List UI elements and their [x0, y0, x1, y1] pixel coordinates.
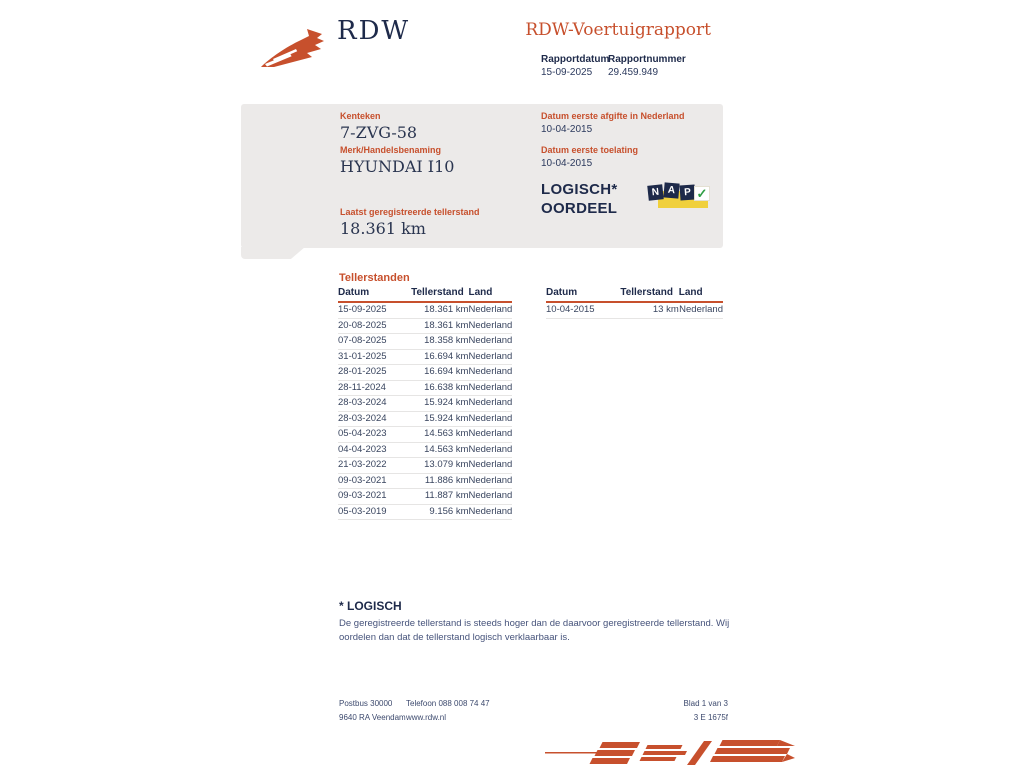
cell-tellerstand: 15.924 km: [411, 396, 468, 412]
report-number-label: Rapportnummer: [608, 54, 686, 65]
odometer-row: [338, 334, 512, 350]
afgifte-block: [541, 111, 685, 135]
odometer-row: [338, 473, 512, 489]
cell-datum: 05-03-2019: [338, 504, 411, 520]
toelating-label: Datum eerste toelating: [541, 145, 639, 155]
odometer-row: [546, 302, 723, 318]
nap-letter-p: P: [679, 184, 695, 200]
kenteken-label: Kenteken: [340, 111, 381, 121]
col-header-tellerstand: Tellerstand: [620, 287, 678, 302]
table-header-row: [338, 287, 512, 302]
laatste-tellerstand-label: Laatst geregistreerde tellerstand: [340, 207, 480, 217]
toelating-block: [541, 145, 638, 169]
odometer-row: [338, 380, 512, 396]
cell-datum: 28-03-2024: [338, 396, 411, 412]
rdw-wing-logo-icon: [260, 26, 332, 72]
oordeel-line2: OORDEEL: [541, 200, 618, 217]
cell-datum: 07-08-2025: [338, 334, 411, 350]
oordeel-line1: LOGISCH*: [541, 181, 618, 198]
page-title: RDW-Voertuigrapport: [525, 20, 711, 40]
cell-tellerstand: 11.887 km: [411, 489, 468, 505]
cell-tellerstand: 16.694 km: [411, 365, 468, 381]
cell-tellerstand: 18.361 km: [411, 302, 468, 318]
report-number-block: [608, 54, 686, 78]
footer-page-number: Blad 1 van 3: [683, 699, 728, 708]
cell-tellerstand: 13.079 km: [411, 458, 468, 474]
cell-land: Nederland: [679, 302, 723, 318]
cell-datum: 20-08-2025: [338, 318, 411, 334]
footer-website: www.rdw.nl: [406, 713, 447, 722]
cell-tellerstand: 18.358 km: [411, 334, 468, 350]
cell-datum: 28-03-2024: [338, 411, 411, 427]
odometer-row: [338, 442, 512, 458]
logisch-note-body: De geregistreerde tellerstand is steeds hoger dan de daarvoor geregistreerde tellerstand. Wij oordelen dan dat de tellerstand logisch verklaarbaar is.: [339, 618, 730, 643]
table-header-row: [546, 287, 723, 302]
cell-tellerstand: 16.638 km: [411, 380, 468, 396]
cell-datum: 15-09-2025: [338, 302, 411, 318]
kenteken-value: 7-ZVG-58: [340, 123, 418, 142]
cell-land: Nederland: [468, 473, 512, 489]
kenteken-block: [340, 111, 417, 142]
cell-datum: 28-01-2025: [338, 365, 411, 381]
odometer-row: [338, 489, 512, 505]
odometer-table-right: [546, 287, 723, 319]
cell-tellerstand: 9.156 km: [411, 504, 468, 520]
cell-land: Nederland: [468, 396, 512, 412]
odometer-table-left: [338, 287, 512, 520]
merk-label: Merk/Handelsbenaming: [340, 145, 442, 155]
cell-datum: 09-03-2021: [338, 473, 411, 489]
cell-land: Nederland: [468, 349, 512, 365]
footer-phone: Telefoon 088 008 74 47: [406, 699, 490, 708]
cell-land: Nederland: [468, 302, 512, 318]
nap-check-icon: ✓: [694, 186, 710, 201]
merk-value: HYUNDAI I10: [340, 157, 455, 176]
vehicle-summary-panel: [241, 104, 723, 248]
cell-datum: 09-03-2021: [338, 489, 411, 505]
cell-datum: 28-11-2024: [338, 380, 411, 396]
odometer-row: [338, 427, 512, 443]
cell-land: Nederland: [468, 411, 512, 427]
cell-tellerstand: 15.924 km: [411, 411, 468, 427]
col-header-datum: Datum: [338, 287, 411, 302]
cell-datum: 04-04-2023: [338, 442, 411, 458]
odometer-row: [338, 318, 512, 334]
col-header-land: Land: [468, 287, 512, 302]
report-date-block: [541, 54, 609, 78]
nap-letter-n: N: [647, 184, 663, 200]
afgifte-value: 10-04-2015: [541, 124, 593, 135]
laatste-tellerstand-value: 18.361 km: [340, 219, 426, 238]
afgifte-label: Datum eerste afgifte in Nederland: [541, 111, 685, 121]
cell-land: Nederland: [468, 458, 512, 474]
cell-datum: 21-03-2022: [338, 458, 411, 474]
cell-land: Nederland: [468, 365, 512, 381]
odometer-row: [338, 504, 512, 520]
cell-land: Nederland: [468, 489, 512, 505]
cell-land: Nederland: [468, 442, 512, 458]
rdw-footer-logo: [545, 738, 795, 768]
report-date-value: 15-09-2025: [541, 67, 593, 78]
cell-land: Nederland: [468, 504, 512, 520]
odometer-row: [338, 458, 512, 474]
cell-datum: 05-04-2023: [338, 427, 411, 443]
footer-form-code: 3 E 1675f: [693, 713, 728, 722]
col-header-land: Land: [679, 287, 723, 302]
merk-block: [340, 145, 454, 176]
logisch-note-title: * LOGISCH: [339, 599, 402, 613]
report-number-value: 29.459.949: [608, 67, 659, 78]
cell-datum: 10-04-2015: [546, 302, 620, 318]
summary-panel-tail: [241, 247, 305, 259]
cell-land: Nederland: [468, 334, 512, 350]
nap-logo: [648, 182, 710, 214]
col-header-datum: Datum: [546, 287, 620, 302]
cell-land: Nederland: [468, 380, 512, 396]
tellerstanden-title: Tellerstanden: [339, 272, 410, 284]
odometer-row: [338, 396, 512, 412]
toelating-value: 10-04-2015: [541, 158, 593, 169]
report-date-label: Rapportdatum: [541, 54, 610, 65]
odometer-row: [338, 302, 512, 318]
cell-tellerstand: 14.563 km: [411, 427, 468, 443]
cell-tellerstand: 14.563 km: [411, 442, 468, 458]
laatste-tellerstand-block: [340, 207, 480, 238]
odometer-row: [338, 365, 512, 381]
nap-letter-a: A: [663, 182, 679, 198]
odometer-row: [338, 349, 512, 365]
rdw-wordmark: RDW: [337, 16, 411, 46]
cell-datum: 31-01-2025: [338, 349, 411, 365]
cell-tellerstand: 16.694 km: [411, 349, 468, 365]
cell-tellerstand: 18.361 km: [411, 318, 468, 334]
cell-land: Nederland: [468, 318, 512, 334]
col-header-tellerstand: Tellerstand: [411, 287, 468, 302]
cell-tellerstand: 13 km: [620, 302, 678, 318]
oordeel-text: [541, 180, 618, 218]
odometer-row: [338, 411, 512, 427]
cell-land: Nederland: [468, 427, 512, 443]
footer-address-line1: Postbus 30000: [339, 699, 393, 708]
cell-tellerstand: 11.886 km: [411, 473, 468, 489]
footer-address-line2: 9640 RA Veendam: [339, 713, 406, 722]
